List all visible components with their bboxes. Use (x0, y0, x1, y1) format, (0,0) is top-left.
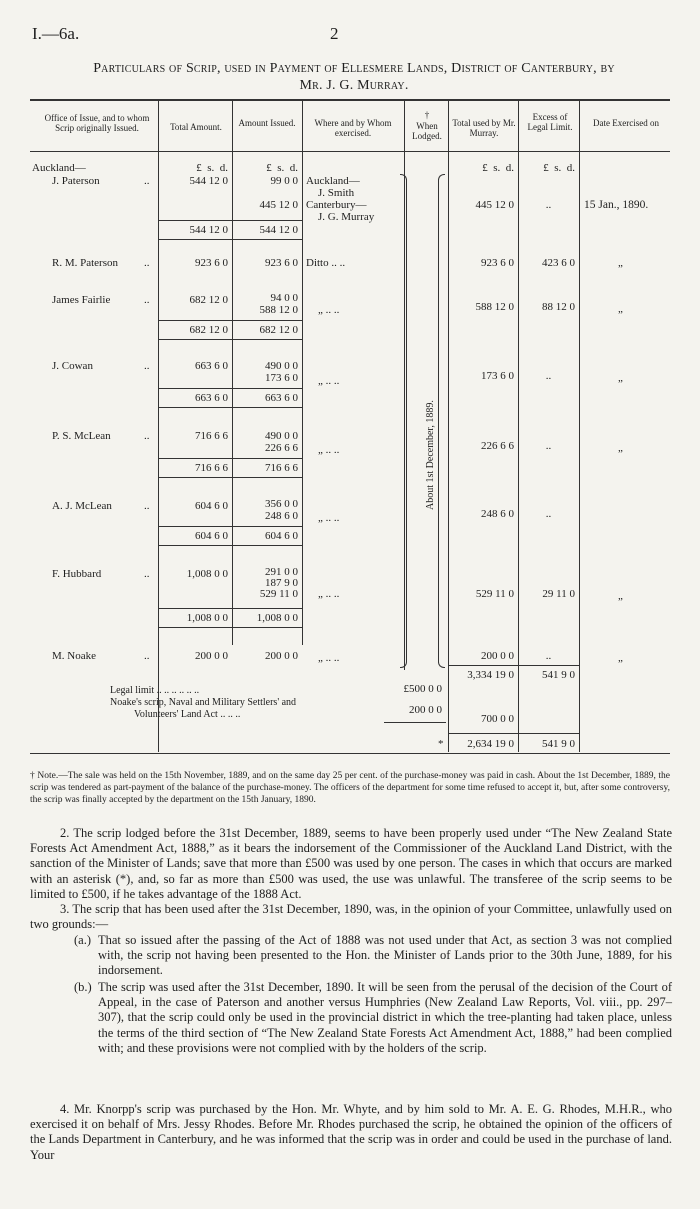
row-where: „ .. .. (318, 588, 340, 600)
row-issued: 99 0 0 (270, 175, 298, 187)
row-excess: 423 6 0 (542, 257, 575, 269)
row-total: 544 12 0 (189, 175, 228, 187)
row-issued: 291 0 0 (265, 566, 298, 578)
title-line-1: Particulars of Scrip, used in Payment of Ellesmere Lands, District of Canterbury, by (93, 61, 615, 76)
row-issued: 490 0 0 (265, 360, 298, 372)
footnote: † Note.—The sale was held on the 15th November, 1889, and on the same day 25 per cent. of the purchase-money was paid in cash. About the 1st December, 1889, the scrip was tendered as part-payment of the balance of the purchase-money. The officers of the department for some time refused to accept it, but, after some controversy, the scrip was finally accepted by the department on the 15th January, 1890. (30, 771, 670, 805)
row-subtotal: 716 6 6 (265, 462, 298, 474)
row-dots: .. (144, 360, 150, 372)
row-where: Auckland— (306, 175, 360, 187)
row-date: „ (618, 442, 623, 454)
row-date: 15 Jan., 1890. (584, 199, 649, 211)
final-used: 2,634 19 0 (467, 738, 514, 750)
row-date: „ (618, 303, 623, 315)
row-total: 923 6 0 (195, 257, 228, 269)
row-subtotal: 716 6 6 (195, 462, 228, 474)
lsd-total: £ s. d. (196, 162, 228, 174)
row-used: 173 6 0 (481, 370, 514, 382)
item-text: The scrip was used after the 31st December, 1890. It will be seen from the perusal of the decision of the Court of Appeal, in the case of Paterson and another versus Humphries (New Zealand Law Reports, Vol. viii., pp. 297–307), that the scrip could only be used in the provincial district in which the tree-planting had taken place, unless the terms of the third section of “The New Zealand State Forests Act Amendment Act, 1888,” had been complied with; and these provisions were not complied with by the holders of the scrip. (98, 980, 672, 1055)
list-item-b (74, 980, 672, 1056)
row-used: 226 6 6 (481, 440, 514, 452)
header-date: Date Exercised on (593, 118, 659, 128)
row-date: „ (618, 590, 623, 602)
row-issued: 94 0 0 (270, 292, 298, 304)
row-issued: 445 12 0 (259, 199, 298, 211)
row-excess: .. (545, 508, 552, 520)
table-top-rule (30, 99, 670, 101)
row-dots: .. (144, 650, 150, 662)
row-subtotal: 544 12 0 (259, 224, 298, 236)
noake-label-1: Noake's scrip, Naval and Military Settlers' and (110, 697, 297, 708)
row-name: F. Hubbard (52, 568, 102, 580)
row-issued: 173 6 0 (265, 372, 298, 384)
subtotal-rule (158, 239, 302, 240)
row-date: „ (618, 257, 623, 269)
row-subtotal: 604 6 0 (195, 530, 228, 542)
row-name: A. J. McLean (52, 500, 112, 512)
lsd-used: £ s. d. (482, 162, 514, 174)
sum-rule (384, 722, 446, 723)
row-used: 923 6 0 (481, 257, 514, 269)
when-lodged-vertical: About 1st December, 1889. (425, 400, 436, 510)
row-issued: 187 9 0 (265, 577, 298, 589)
row-excess: 29 11 0 (542, 588, 575, 600)
row-where: „ .. .. (318, 304, 340, 316)
header-when-mark: † (424, 110, 430, 120)
title-line-2: Mr. J. G. Murray. (299, 78, 409, 93)
row-issued: 529 11 0 (259, 588, 298, 600)
row-subtotal: 663 6 0 (195, 392, 228, 404)
row-dots: .. (144, 430, 150, 442)
paragraph-2: 2. The scrip lodged before the 31st December, 1889, seems to have been properly used under “The New Zealand State Forests Act Amendment Act, 1888,” as it bears the indorsement of the Commissioner of the Auckland Land District, with the sanction of the Minister of Lands; save that more than £500 was used by one person. The cases in which that occurs are marked with an asterisk (*), and, so far as more than £500 was used, the use was unlawful. The transferee of the scrip seems to be limited to £500, if he takes advantage of the 1888 Act. (30, 826, 672, 901)
row-where: J. G. Murray (318, 211, 375, 223)
row-issued: 200 0 0 (265, 650, 298, 662)
row-excess: 88 12 0 (542, 301, 575, 313)
row-excess: .. (545, 440, 552, 452)
row-total: 1,008 0 0 (186, 568, 228, 580)
row-excess: .. (545, 650, 552, 662)
subtotal-rule (158, 477, 302, 478)
row-used: 200 0 0 (481, 650, 514, 662)
header-total: Total Amount. (170, 122, 222, 132)
subtotal-rule (158, 220, 302, 221)
header-excess: Excess of Legal Limit. (527, 112, 573, 132)
list-item-a (74, 933, 672, 979)
subtotal-rule (158, 526, 302, 527)
item-label: (b.) (74, 980, 92, 994)
document-title (34, 60, 674, 94)
row-subtotal: 663 6 0 (265, 392, 298, 404)
row-issued: 490 0 0 (265, 430, 298, 442)
page-header-ref: I.—6a. (32, 24, 80, 43)
subtotal-rule (158, 339, 302, 340)
row-used: 588 12 0 (475, 301, 514, 313)
header-office: Office of Issue, and to whom Scrip originally Issued. (44, 113, 150, 133)
row-excess: .. (545, 370, 552, 382)
col-divider (302, 100, 303, 645)
row-name: James Fairlie (52, 294, 111, 306)
row-total: 663 6 0 (195, 360, 228, 372)
col-divider (158, 100, 159, 752)
noake-value: 200 0 0 (409, 704, 442, 716)
row-name: J. Paterson (52, 175, 100, 187)
row-name: J. Cowan (52, 360, 93, 372)
subtotal-rule (158, 608, 302, 609)
table-header-rule (30, 151, 670, 152)
asterisk-mark: * (438, 738, 444, 750)
legal-limit-value: £500 0 0 (403, 683, 442, 695)
row-name: R. M. Paterson (52, 257, 118, 269)
row-issued: 248 6 0 (265, 510, 298, 522)
row-total: 604 6 0 (195, 500, 228, 512)
final-rule (448, 733, 579, 734)
row-subtotal: 682 12 0 (189, 324, 228, 336)
row-name: M. Noake (52, 650, 96, 662)
paragraph-3: 3. The scrip that has been used after the 31st December, 1890, was, in the opinion of your Committee, unlawfully used on two grounds:— (30, 902, 672, 932)
lsd-issued: £ s. d. (266, 162, 298, 174)
right-brace (438, 174, 445, 668)
row-dots: .. (144, 175, 150, 187)
row-issued: 923 6 0 (265, 257, 298, 269)
legal-limit-label: Legal limit .. .. .. .. .. .. (110, 685, 200, 696)
row-where: „ .. .. (318, 375, 340, 387)
row-where: Canterbury— (306, 199, 367, 211)
row-where: „ .. .. (318, 512, 340, 524)
row-used: 445 12 0 (475, 199, 514, 211)
table-bottom-rule (30, 753, 670, 754)
excess-total: 541 9 0 (542, 669, 575, 681)
row-used: 248 6 0 (481, 508, 514, 520)
item-label: (a.) (74, 933, 91, 947)
row-date: „ (618, 652, 623, 664)
page-number: 2 (330, 24, 339, 43)
subtotal-rule (158, 458, 302, 459)
row-subtotal: 1,008 0 0 (256, 612, 298, 624)
row-total: 682 12 0 (189, 294, 228, 306)
row-dots: .. (144, 500, 150, 512)
row-subtotal: 1,008 0 0 (186, 612, 228, 624)
header-when: When Lodged. (412, 121, 442, 141)
subtotal-rule (158, 407, 302, 408)
header-used: Total used by Mr. Murray. (452, 118, 516, 138)
row-where: „ .. .. (318, 444, 340, 456)
col-divider (579, 100, 580, 752)
row-subtotal: 682 12 0 (259, 324, 298, 336)
row-subtotal: 604 6 0 (265, 530, 298, 542)
header-issued: Amount Issued. (238, 118, 296, 128)
row-subtotal: 544 12 0 (189, 224, 228, 236)
deduct-value: 700 0 0 (481, 713, 514, 725)
row-dots: .. (144, 257, 150, 269)
total-rule (448, 665, 579, 666)
subtotal-rule (158, 320, 302, 321)
subtotal-rule (158, 627, 302, 628)
row-used: 529 11 0 (475, 588, 514, 600)
row-excess: .. (545, 199, 552, 211)
row-where: Ditto .. .. (306, 257, 346, 269)
lsd-excess: £ s. d. (543, 162, 575, 174)
office-heading: Auckland— (32, 162, 86, 174)
subtotal-rule (158, 388, 302, 389)
left-brace (400, 174, 407, 668)
used-total: 3,334 19 0 (467, 669, 514, 681)
noake-label-2: Volunteers' Land Act .. .. .. (134, 709, 241, 720)
row-issued: 226 6 6 (265, 442, 298, 454)
row-issued: 356 0 0 (265, 498, 298, 510)
row-total: 200 0 0 (195, 650, 228, 662)
row-dots: .. (144, 568, 150, 580)
subtotal-rule (158, 545, 302, 546)
row-where: J. Smith (318, 187, 355, 199)
row-name: P. S. McLean (52, 430, 111, 442)
row-dots: .. (144, 294, 150, 306)
paragraph-4: 4. Mr. Knorpp's scrip was purchased by the Hon. Mr. Whyte, and by him sold to Mr. A. E. G. Rhodes, M.H.R., who exercised it on behalf of Mrs. Jessy Rhodes. Before Mr. Rhodes purchased the scrip, he obtained the opinion of the officers of the Lands Department in Canterbury, and he was informed that the scrip was in order and could be used in the purchase of land. Your (30, 1102, 672, 1162)
final-excess: 541 9 0 (542, 738, 575, 750)
row-date: „ (618, 372, 623, 384)
item-text: That so issued after the passing of the Act of 1888 was not used under that Act, as section 3 was not complied with, the scrip not having been presented to the Hon. the Minister of Lands prior to the 30th June, 1889, for his indorsement. (98, 933, 672, 978)
row-where: „ .. .. (318, 652, 340, 664)
row-total: 716 6 6 (195, 430, 228, 442)
row-issued: 588 12 0 (259, 304, 298, 316)
header-where: Where and by Whom exercised. (314, 118, 392, 138)
